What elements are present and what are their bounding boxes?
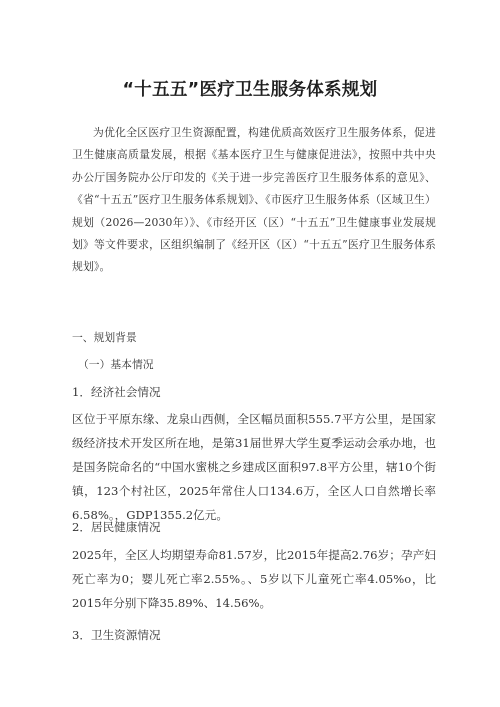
health-paragraph: 2025年，全区人均期望寿命81.57岁，比2015年提高2.76岁；孕产妇死亡率为0；婴儿死亡率2.55%。、5岁以下儿童死亡率4.05%o，比2015年分别下降35.89%、14.56%。	[72, 548, 436, 610]
item-heading-health: 2．居民健康情况	[72, 520, 161, 534]
subsection-heading-basic-info: （一）基本情况	[78, 358, 154, 371]
intro-paragraph: 为优化全区医疗卫生资源配置，构建优质高效医疗卫生服务体系，促进卫生健康高质量发展，根据《基本医疗卫生与健康促进法》，按照中共中央办公厅国务院办公厅印发的《关于进一步完善医疗卫生服务体系的意见》、《省“十五五”医疗卫生服务体系规划》、《市医疗卫生服务体系（区域卫生）规划（2026—2030年）》、《市经开区（区）“十五五”卫生健康事业发展规划》等文件要求，区组织编制了《经开区（区）“十五五”医疗卫生服务体系规划》。	[72, 126, 436, 274]
economy-paragraph: 区位于平原东缘、龙泉山西侧，全区幅员面积555.7平方公里，是国家级经济技术开发区所在地，是第31届世界大学生夏季运动会承办地，也是国务院命名的“中国水蜜桃之乡建成区面积97.8平方公里，辖10个街镇，123个村社区，2025年常住人口134.6万，全区人口自然增长率6.58%。，GDP1355.2亿元。	[72, 412, 436, 522]
item-heading-economy: 1．经济社会情况	[72, 385, 161, 399]
section-heading-background: 一、规划背景	[72, 331, 137, 344]
document-title: “十五五”医疗卫生服务体系规划	[122, 79, 378, 100]
item-heading-resources: 3．卫生资源情况	[72, 628, 161, 642]
